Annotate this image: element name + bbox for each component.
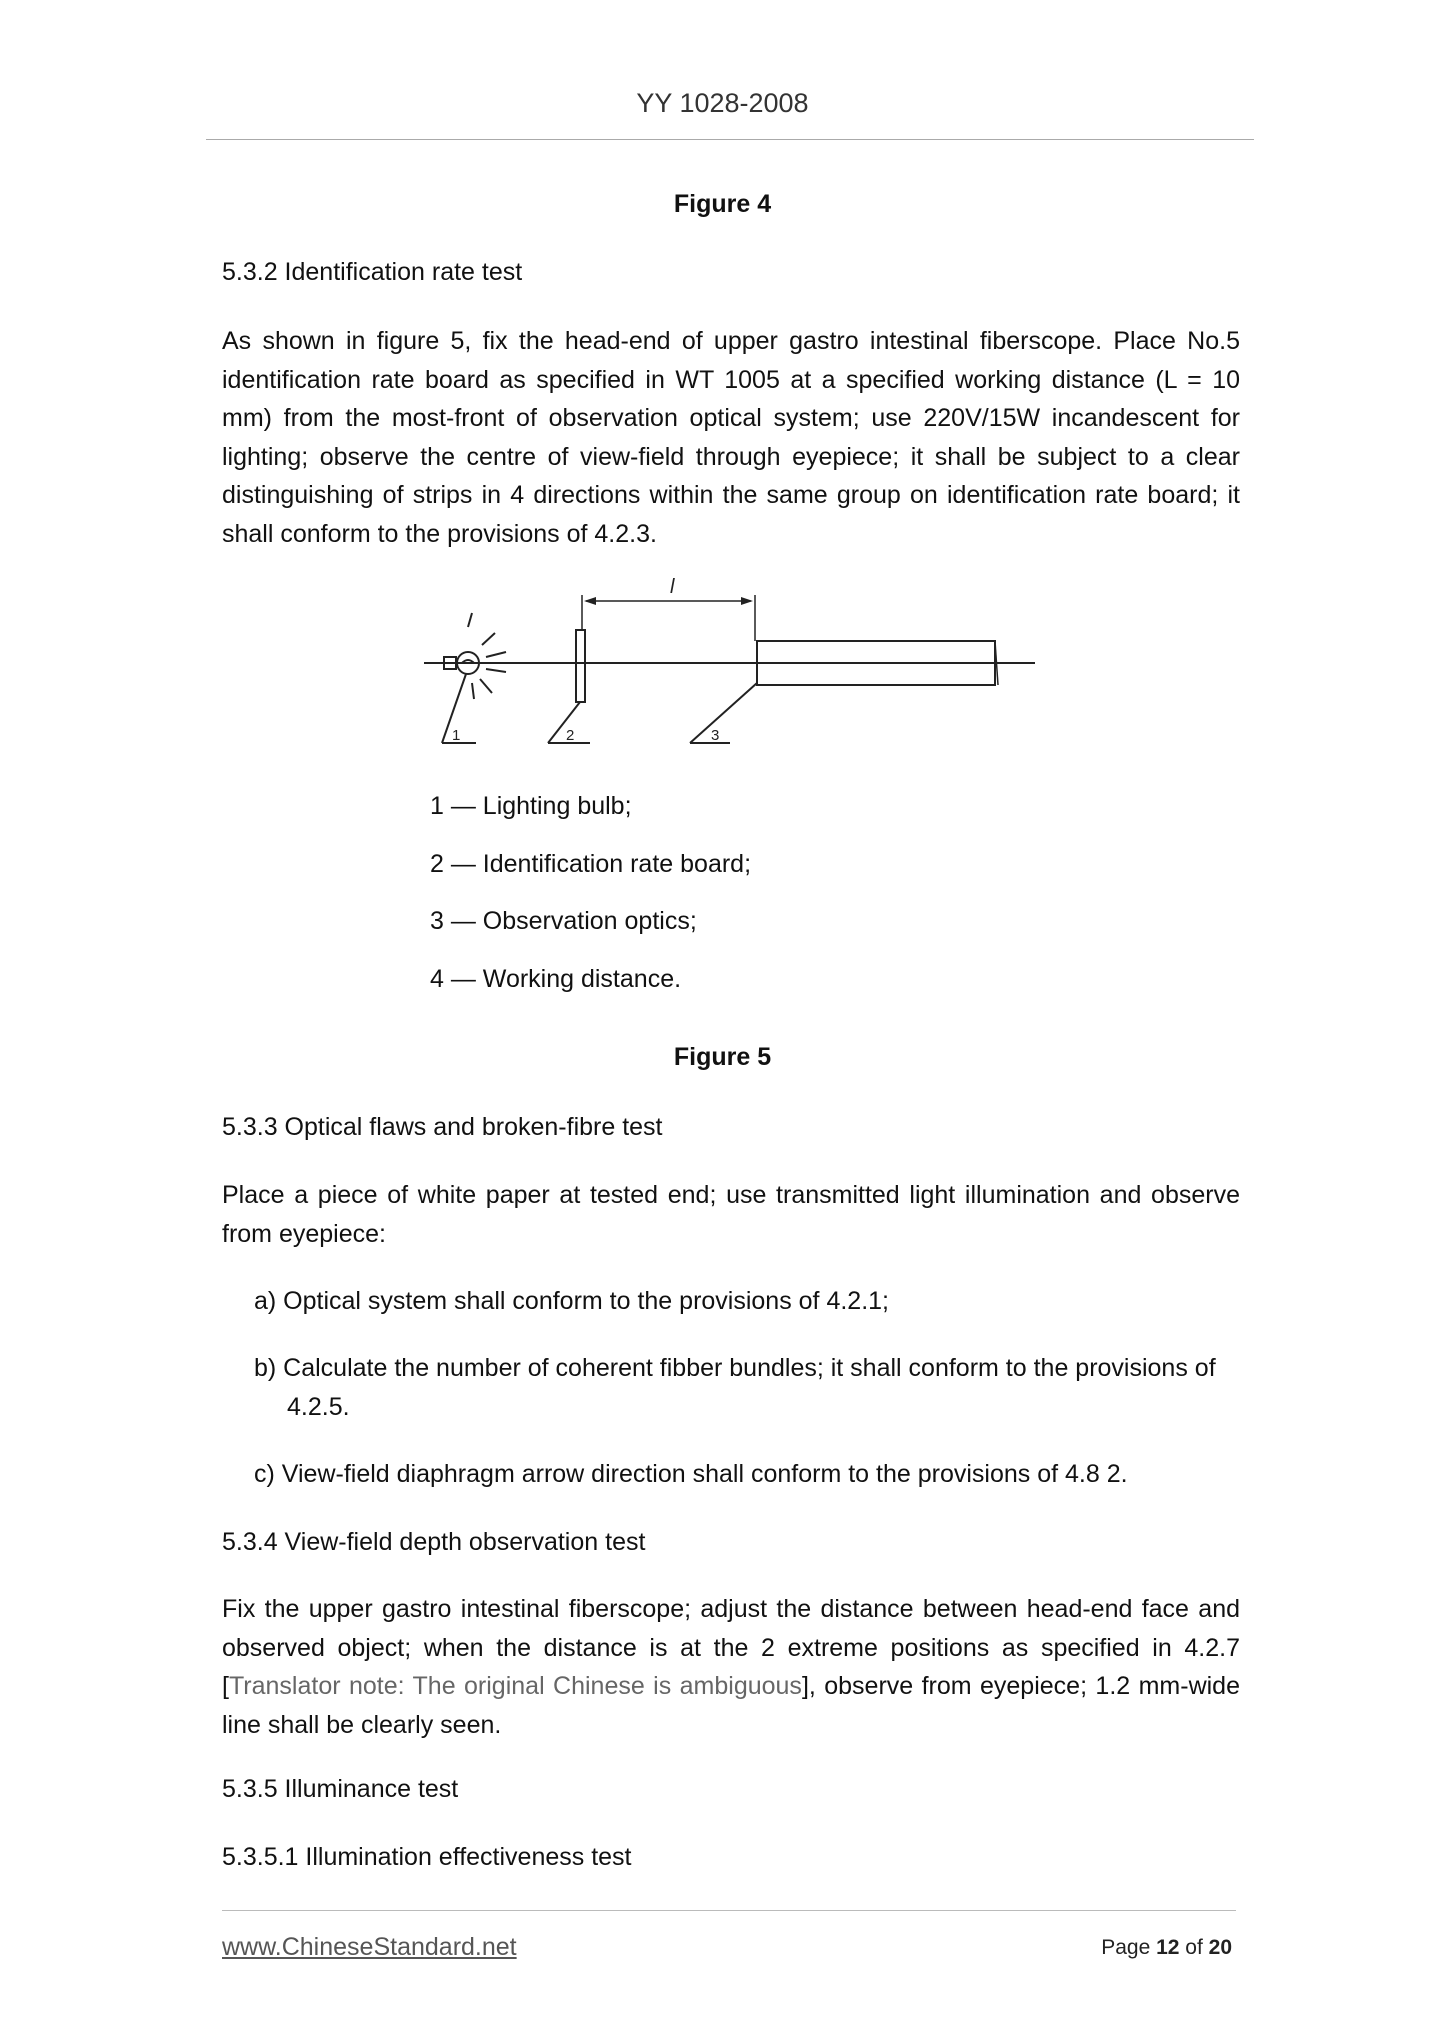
legend-item-2: 2 — Identification rate board; [430, 850, 752, 878]
section-5-3-3-heading: 5.3.3 Optical flaws and broken-fibre test [222, 1113, 663, 1141]
section-5-3-5-heading: 5.3.5 Illuminance test [222, 1775, 459, 1803]
list-item-b [254, 1349, 1240, 1426]
list-item-c: c) View-field diaphragm arrow direction shall conform to the provisions of 4.8 2. [254, 1460, 1128, 1488]
legend-item-4: 4 — Working distance. [430, 965, 682, 993]
footer-website-link[interactable]: www.ChineseStandard.net [222, 1933, 517, 1961]
list-item-b-text: b) Calculate the number of coherent fibber bundles; it shall conform to the provisions of [254, 1354, 1216, 1382]
section-5-3-4-heading: 5.3.4 View-field depth observation test [222, 1528, 646, 1556]
section-5-3-2-heading: 5.3.2 Identification rate test [222, 258, 523, 286]
header-divider [206, 139, 1254, 140]
current-page: 12 [1156, 1936, 1180, 1959]
footer-divider [222, 1910, 1236, 1911]
figure-5-diagram [400, 575, 1060, 760]
dimension-label: l [670, 576, 675, 598]
header-title: YY 1028-2008 [636, 88, 809, 118]
section-5-3-3-paragraph: Place a piece of white paper at tested end; use transmitted light illumination and observe from eyepiece: [222, 1181, 1240, 1248]
part-number-3: 3 [711, 727, 720, 744]
footer-page-number: Page 12 of 20 [1101, 1936, 1232, 1959]
part-number-2: 2 [566, 727, 575, 744]
section-5-3-4-text-1: Fix the upper gastro intestinal fiberscope; adjust the distance between head-end face and observed object; when the distance is at the 2 extreme positions as specified in 4.2.7 [ [222, 1595, 1240, 1700]
translator-note: Translator note: The original Chinese is ambiguous [228, 1672, 802, 1700]
list-item-a: a) Optical system shall conform to the provisions of 4.2.1; [254, 1287, 889, 1315]
legend-item-3: 3 — Observation optics; [430, 907, 697, 935]
figure-4-caption: Figure 4 [673, 190, 772, 218]
legend-item-1: 1 — Lighting bulb; [430, 792, 632, 820]
identification-board [576, 630, 585, 702]
section-5-3-4-text-2: ], observe from eyepiece; 1.2 mm-wide line shall be clearly seen. [222, 1672, 1240, 1739]
section-5-3-5-1-heading: 5.3.5.1 Illumination effectiveness test [222, 1843, 632, 1871]
list-item-b-continuation: 4.2.5. [287, 1392, 350, 1421]
section-5-3-2-paragraph: As shown in figure 5, fix the head-end of upper gastro intestinal fiberscope. Place No.5 identification rate board as specified in WT 1005 at a specified working distance (L = 10 mm) from the most-front of observation optical system; use 220V/15W incandescent for lighting; observe the centre of view-field through eyepiece; it shall be subject to a clear distinguishing of strips in 4 directions within the same group on identification rate board; it shall conform to the provisions of 4.2.3. [222, 327, 1240, 548]
part-number-1: 1 [452, 727, 461, 744]
figure-5-caption: Figure 5 [673, 1043, 772, 1071]
total-pages: 20 [1208, 1936, 1232, 1959]
section-5-3-4-paragraph [222, 1590, 1240, 1744]
